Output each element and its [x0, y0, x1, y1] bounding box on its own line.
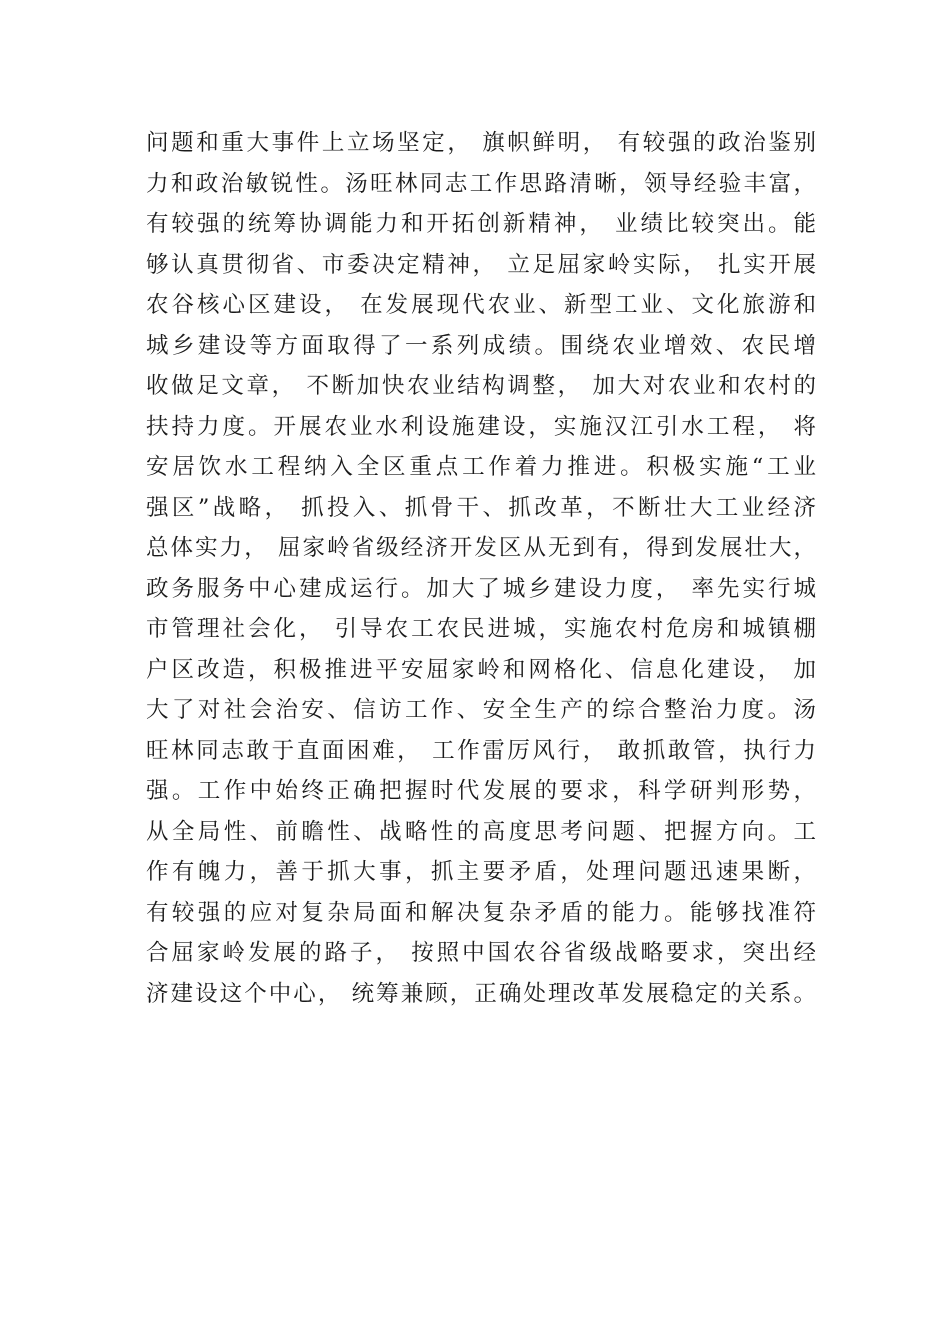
text-line-18: 从全局性、前瞻性、战略性的高度思考问题、把握方向。工	[146, 818, 816, 845]
text-line-2: 力和政治敏锐性。汤旺林同志工作思路清晰，领导经验丰富，	[146, 170, 816, 197]
text-line-13: 市管理社会化， 引导农工农民进城，实施农村危房和城镇棚	[146, 616, 816, 642]
text-line-12: 政务服务中心建成运行。加大了城乡建设力度， 率先实行城	[146, 575, 816, 602]
text-line-9: 安居饮水工程纳入全区重点工作着力推进。积极实施“工业	[146, 454, 816, 480]
text-line-3: 有较强的统筹协调能力和开拓创新精神， 业绩比较突出。能	[146, 211, 816, 237]
text-line-4: 够认真贯彻省、市委决定精神， 立足屈家岭实际， 扎实开展	[146, 251, 816, 278]
text-line-17: 强。工作中始终正确把握时代发展的要求，科学研判形势，	[146, 778, 816, 804]
text-line-15: 大了对社会治安、信访工作、安全生产的综合整治力度。汤	[146, 697, 816, 723]
text-line-14: 户区改造，积极推进平安屈家岭和网格化、信息化建设， 加	[146, 656, 816, 683]
text-line-20: 有较强的应对复杂局面和解决复杂矛盾的能力。能够找准符	[146, 899, 816, 926]
text-line-6: 城乡建设等方面取得了一系列成绩。围绕农业增效、农民增	[146, 332, 816, 359]
text-line-7: 收做足文章， 不断加快农业结构调整， 加大对农业和农村的	[146, 373, 816, 399]
text-line-5: 农谷核心区建设， 在发展现代农业、新型工业、文化旅游和	[146, 292, 816, 318]
text-line-16: 旺林同志敢于直面困难， 工作雷厉风行， 敢抓敢管，执行力	[146, 737, 816, 764]
text-line-19: 作有魄力，善于抓大事，抓主要矛盾，处理问题迅速果断，	[146, 859, 816, 885]
text-line-21: 合屈家岭发展的路子， 按照中国农谷省级战略要求，突出经	[146, 940, 816, 966]
text-line-1: 问题和重大事件上立场坚定， 旗帜鲜明， 有较强的政治鉴别	[146, 130, 816, 156]
text-line-22: 济建设这个中心， 统筹兼顾，正确处理改革发展稳定的关系。	[146, 980, 816, 1007]
body-text	[146, 123, 816, 1014]
text-line-8: 扶持力度。开展农业水利设施建设，实施汉江引水工程， 将	[146, 413, 816, 440]
text-line-10: 强区”战略， 抓投入、抓骨干、抓改革，不断壮大工业经济	[146, 494, 816, 521]
text-line-11: 总体实力， 屈家岭省级经济开发区从无到有，得到发展壮大，	[146, 535, 816, 561]
